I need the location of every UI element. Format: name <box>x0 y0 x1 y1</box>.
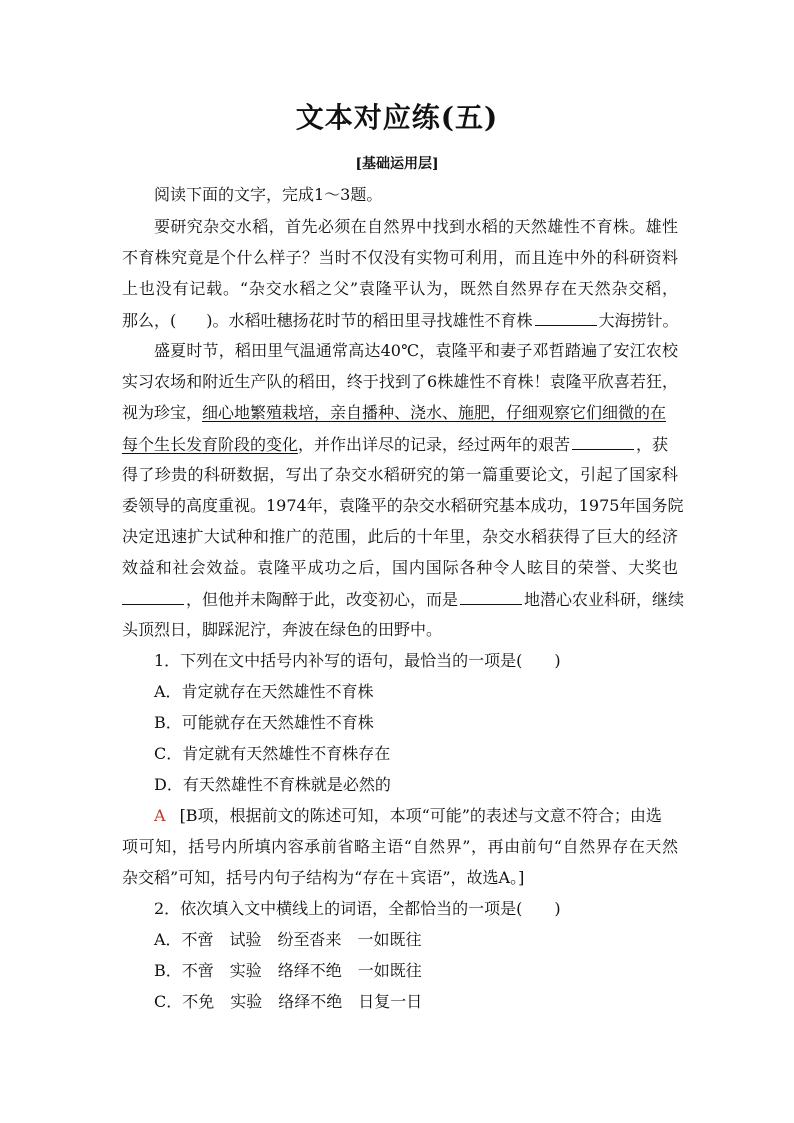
page-title: 文本对应练(五) <box>295 101 499 134</box>
underlined-sentence: 细心地繁殖栽培，亲自播种、浇水、施肥，仔细观察它们细微的在 <box>202 403 667 422</box>
fill-blank <box>460 588 522 605</box>
passage-line <box>122 309 678 332</box>
passage-text: ，并作出详尽的记录，经过两年的艰苦 <box>298 435 571 454</box>
passage-line: 得了珍贵的科研数据，写出了杂交水稻研究的第一篇重要论文，引起了国家科 <box>122 465 678 484</box>
passage-line <box>122 402 678 424</box>
passage-text: 地潜心农业科研，继续 <box>524 590 685 609</box>
passage-line: 效益和社会效益。袁隆平成功之后，国内国际各种令人眩目的荣誉、大奖也 <box>122 558 678 577</box>
question-1-option: A．肯定就存在天然雄性不育株 <box>154 682 374 701</box>
passage-line <box>122 433 678 456</box>
passage-text: 大海捞针。 <box>598 311 679 330</box>
fill-blank <box>535 309 597 326</box>
passage-text: )。水稻吐穗扬花时节的稻田里寻找雄性不育株 <box>206 311 533 330</box>
question-1-option: D．有天然雄性不育株就是必然的 <box>154 775 391 794</box>
passage-line: 要研究杂交水稻，首先必须在自然界中找到水稻的天然雄性不育株。雄性 <box>154 217 678 236</box>
fill-blank <box>572 433 634 450</box>
question-2-option: C．不免 实验 络绎不绝 日复一日 <box>154 992 423 1011</box>
passage-text: ，获 <box>636 435 669 454</box>
explanation-line: 项可知，括号内所填内容承前省略主语“自然界”，再由前句“自然界存在天然 <box>122 837 678 856</box>
explanation-line: 杂交稻”可知，括号内句子结构为“存在＋宾语”，故选A。] <box>122 868 525 887</box>
passage-line: 决定迅速扩大试种和推广的范围，此后的十年里，杂交水稻获得了巨大的经济 <box>122 527 678 546</box>
question-2-option: A．不啻 试验 纷至沓来 一如既往 <box>154 930 422 949</box>
question-2-option: B．不啻 实验 络绎不绝 一如既往 <box>154 961 422 980</box>
section-heading: [基础运用层] <box>355 156 439 172</box>
passage-line <box>122 588 685 611</box>
passage-line: 委领导的高度重视。1974年，袁隆平的杂交水稻研究基本成功，1975年国务院 <box>122 496 684 515</box>
question-1-option: C．肯定就有天然雄性不育株存在 <box>154 744 391 763</box>
intro-text: 阅读下面的文字，完成1～3题。 <box>154 185 383 204</box>
question-1-option: B．可能就存在天然雄性不育株 <box>154 713 374 732</box>
passage-line: 头顶烈日，脚踩泥泞，奔波在绿色的田野中。 <box>122 620 443 639</box>
passage-line: 盛夏时节，稻田里气温通常高达40℃，袁隆平和妻子邓哲踏遍了安江农校 <box>154 341 678 360</box>
passage-line: 不育株究竟是个什么样子？当时不仅没有实物可利用，而且连中外的科研资料 <box>122 248 678 267</box>
passage-text: ，但他并未陶醉于此，改变初心，而是 <box>186 590 459 609</box>
underlined-sentence: 每个生长发育阶段的变化 <box>122 435 299 454</box>
passage-line: 实习农场和附近生产队的稻田，终于找到了6株雄性不育株！袁隆平欣喜若狂， <box>122 372 678 391</box>
question-2-stem: 2．依次填入文中横线上的词语，全都恰当的一项是( ) <box>154 899 561 918</box>
passage-line: 上也没有记载。“杂交水稻之父”袁隆平认为，既然自然界存在天然杂交稻， <box>122 279 678 298</box>
question-1-explanation <box>154 805 710 827</box>
question-1-stem: 1．下列在文中括号内补写的语句，最恰当的一项是( ) <box>154 651 561 670</box>
explanation-text: [B项，根据前文的陈述可知，本项“可能”的表述与文意不符合；由选 <box>179 806 662 825</box>
answer-letter: A <box>154 806 166 825</box>
passage-text: 视为珍宝， <box>122 403 203 422</box>
fill-blank <box>122 588 184 605</box>
passage-text: 那么，( <box>122 311 177 330</box>
